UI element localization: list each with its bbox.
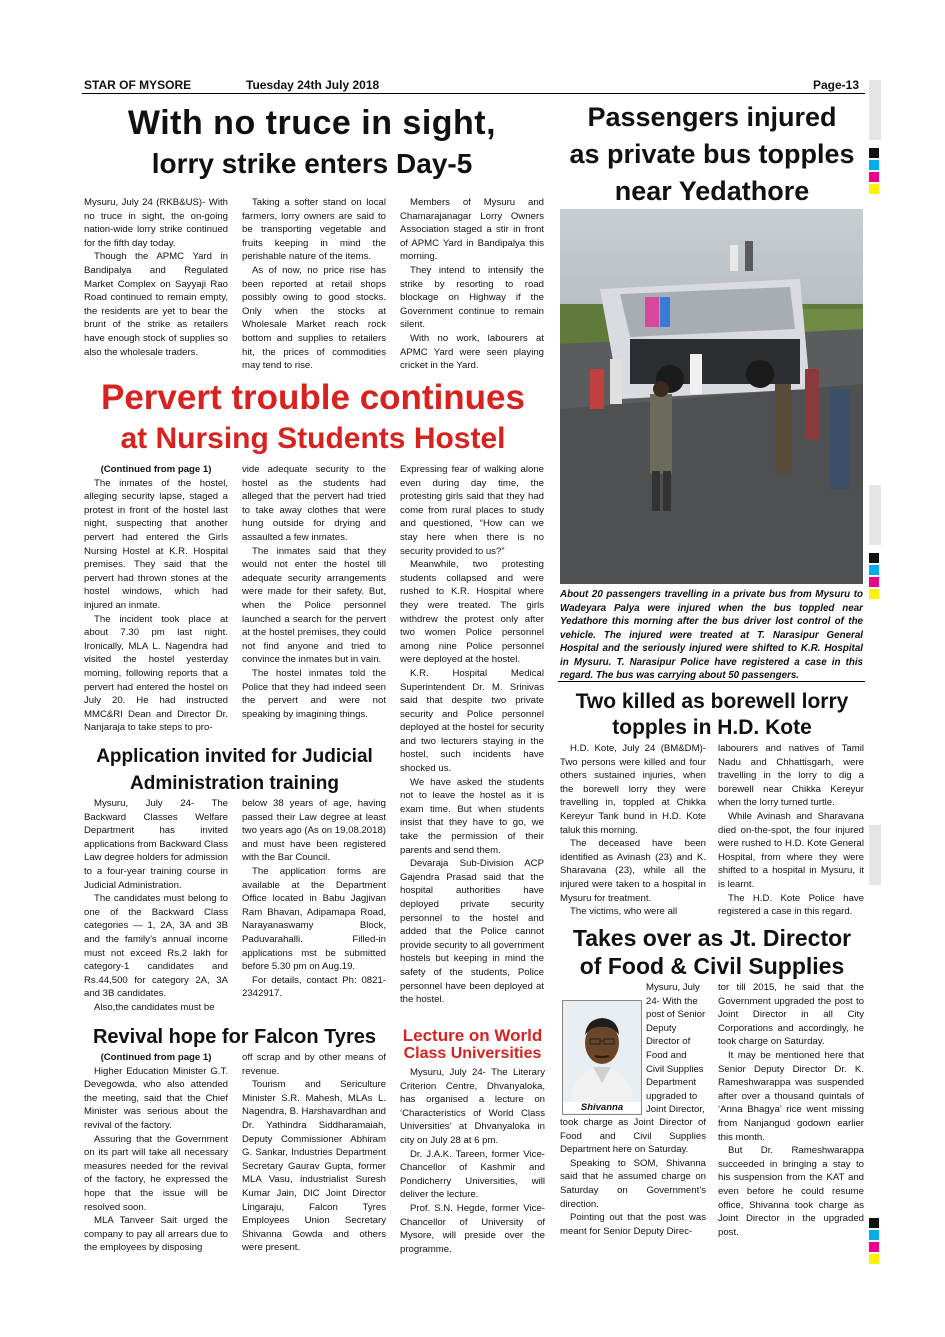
pervert-headline-line1: Pervert trouble continues: [101, 378, 525, 417]
registration-mark: [869, 565, 879, 575]
paragraph: Tourism and Sericulture Minister S.R. Mahesh, MLAs L. Nagendra, B. Harshavardhan and Dr. Yathindra Siddharamaiah, Deputy Commissioner Abhiram G. Sankar, Industries Department Secretary Gaurav Gupta, former MLA Vasu, industrialist Suresh Kumar Jain, DIC Joint Director Lingaraju, Falcon Tyres Employees Union Secretary Shivanna Gowda and others were present.: [242, 1079, 386, 1254]
paragraph: vide adequate security to the hostel as the students had alleged that the pervert had tried to take away clothes that were hung outside for drying and assaulted a few inmates.: [242, 464, 386, 543]
header-rule: [82, 93, 865, 94]
judicial-headline-line1: Application invited for Judicial: [96, 746, 373, 767]
paragraph: For details, contact Ph: 0821-2342917.: [242, 974, 386, 1000]
falcon-headline: Revival hope for Falcon Tyres: [92, 1026, 377, 1048]
director-headline-line1: Takes over as Jt. Director: [572, 925, 852, 951]
paragraph: It may be mentioned here that Senior Deputy Director Dr. K. Rameshwarappa was suspended after over a thousand quintals of ‘Anna Bhagya’ rice went missing from Nanjangud godown earlier this month.: [718, 1049, 864, 1143]
paragraph: took charge as Joint Director of Food and Civil Supplies Department here on Saturday.: [560, 1117, 706, 1156]
bus-headline-line1: Passengers injured: [587, 102, 837, 132]
paragraph: H.D. Kote, July 24 (BM&DM)- Two persons were killed and four others sustained injuries, when the borewell lorry they were travelling in, toppled at Chikka Kereyur Tank bund in H.D. Kote taluk this morning.: [560, 743, 706, 836]
paragraph: Mysuru, July 24- The Literary Criterion Centre, Dhvanyaloka, has organised a lecture on ‘Characteristics of World Class Universities’ at Dhvanyaloka in city on July 28 at 6 pm.: [400, 1067, 545, 1146]
paragraph: off scrap and by other means of revenue.: [242, 1052, 386, 1077]
paragraph: MLA Tanveer Sait urged the company to pay all arrears due to the employees by disposing: [84, 1215, 228, 1254]
paragraph: As of now, no price rise has been reported at retail shops possibly owing to good stocks. Only when the stocks at Wholesale Market reach rock bottom and supplies to retailers hit, the prices of commodities may tend to rise.: [242, 264, 386, 372]
paragraph: Mysuru, July 24- With the post of Senior Deputy Director of Food and Civil Supplies Department upgraded to Joint Director,: [646, 982, 706, 1116]
paragraph: They intend to intensify the strike by resorting to road blockage on Highway if the Government continue to remain silent.: [400, 264, 544, 331]
paragraph: The candidates must belong to one of the Backward Class categories — 1, 2A, 3A and 3B and the family’s annual income must not exceed Rs.2 lakh for category-1 candidates and Rs.44,500 for category 2A, 3A and 3B candidates.: [84, 893, 228, 1000]
registration-mark: [869, 1230, 879, 1240]
registration-bar-low: [869, 825, 881, 885]
lecture-headline-line1: Lecture on World: [402, 1026, 543, 1045]
registration-mark: [869, 148, 879, 158]
paragraph: With no work, labourers at APMC Yard were seen playing cricket in the Yard.: [400, 332, 544, 372]
paragraph: Meanwhile, two protesting students collapsed and were rushed to K.R. Hospital where they were treated. The girls withdrew the protest only after two women Police personnel among nine Police personnel were deployed at the hostel.: [400, 559, 544, 666]
paragraph: The hostel inmates told the Police that they had indeed seen the pervert and were not speaking by imagining things.: [242, 667, 386, 720]
paragraph: Mysuru, July 24 (RKB&US)- With no truce in sight, the on-going nation-wide lorry strike continued for the fifth day today.: [84, 197, 228, 249]
borewell-headline-line2: topples in H.D. Kote: [612, 716, 812, 739]
paragraph: We have asked the students not to leave the hostel as it is exam time. But when students insist that they have to go, we take the permission of their parents and send them.: [400, 776, 544, 856]
paragraph: Assuring that the Government on its part will take all necessary measures needed for the revival of the factory, he expressed the hope that the issue will be resolved soon.: [84, 1133, 228, 1213]
bus-headline-line2: as private bus topples: [569, 139, 855, 169]
paragraph: The victims, who were all: [570, 906, 678, 918]
borewell-column-1: [560, 742, 706, 924]
borewell-headline-line1: Two killed as borewell lorry: [575, 690, 849, 713]
paragraph: The incident took place at about 7.30 pm last night. Ironically, MLA L. Nagendra had visited the hostel yesterday morning, following reports that a pervert had entered the hostel on July 20. He had instructed MMC&RI Dean and Director Dr. Nanjaraja to take steps to pro-: [84, 613, 228, 734]
director-headline-line2: of Food & Civil Supplies: [579, 953, 845, 979]
divider: [558, 681, 865, 682]
paragraph: labourers and natives of Tamil Nadu and Chhattisgarh, were travelling in the lorry to dig a borewell near Chikka Kereyur when the lorry turned turtle.: [718, 743, 864, 809]
shivanna-portrait: [562, 1000, 642, 1115]
bus-accident-photo: [560, 209, 863, 584]
paragraph: Devaraja Sub-Division ACP Gajendra Prasad said that the hospital authorities have deployed private security personnel to the hostel and added that the Police cannot provide security to all government hostels but keeping in mind the safety of the students, Police personnel have been deployed at the hostel.: [400, 858, 544, 1006]
lorry-column-2: [242, 196, 386, 376]
paragraph: While Avinash and Sharavana died on-the-spot, the four injured were rushed to H.D. Kote General Hospital, from where they were shifted to a hospital in Mysuru, it is learnt.: [718, 810, 864, 890]
paragraph: Pointing out that the post was meant for Senior Deputy Direc-: [560, 1212, 706, 1237]
lorry-column-1: [84, 196, 228, 376]
pervert-column-3: [400, 463, 544, 1023]
paragraph: K.R. Hospital Medical Superintendent Dr. M. Srinivas said that despite two private security and Police personnel deployed at the hostel for security and two lecturers staying in the hostel, such incidents have shocked us.: [400, 667, 544, 775]
paragraph: below 38 years of age, having passed their Law degree at least two years ago (As on 19.08.2018) and must have been registered with the Bar Council.: [242, 798, 386, 864]
registration-mark: [869, 184, 879, 194]
judicial-column-1: [84, 797, 228, 1019]
paragraph: Expressing fear of walking alone even during day time, the protesting girls said that they had come from rural places to study and questioned, “How can we stay here when there is no security provided to us?”: [400, 464, 544, 557]
paragraph: tor till 2015, he said that the Government upgraded the post to Joint Director in all City Corporations and accordingly, he took charge on Saturday.: [718, 982, 864, 1048]
registration-mark: [869, 160, 879, 170]
portrait-caption: Shivanna: [563, 1102, 641, 1113]
issue-date: Tuesday 24th July 2018: [246, 78, 380, 92]
registration-mark: [869, 1242, 879, 1252]
director-wrap-text: [646, 981, 706, 1117]
bus-photo-caption: About 20 passengers travelling in a private bus from Mysuru to Wadeyara Palya were injured when the bus toppled near Yedathore this morning after the bus driver lost control of the vehicle. The injured were treated at T. Narasipur General Hospital and the seriously injured were shifted to K.R. Hospital in Mysuru. T. Narasipur Police have registered a case in this regard. The bus was carrying about 50 passengers.: [560, 589, 863, 681]
paragraph: Also,the candidates must be: [94, 1001, 215, 1013]
lorry-column-3: [400, 196, 544, 376]
pervert-column-2: [242, 463, 386, 743]
paragraph: Dr. J.A.K. Tareen, former Vice-Chancellor of Kashmir and Pondicherry Universities, will deliver the lecture.: [400, 1148, 545, 1201]
registration-mark: [869, 589, 879, 599]
paragraph: The inmates said that they would not enter the hostel till adequate security arrangements were made for their safety. But, when the Police personnel launched a search for the pervert at the hostel premises, they could not find anyone and tried to convince the inmates but in vain.: [242, 545, 386, 666]
registration-mark: [869, 553, 879, 563]
paragraph: But Dr. Rameshwarappa succeeded in bringing a stay to his suspension from the KAT and even before he could resume office, Shivanna took charge as Joint Director in the upgraded post.: [718, 1145, 864, 1238]
registration-mark: [869, 577, 879, 587]
registration-mark: [869, 1218, 879, 1228]
newspaper-name: STAR OF MYSORE: [84, 78, 192, 92]
director-column-1: [560, 1116, 706, 1266]
paragraph: Members of Mysuru and Chamarajanagar Lorry Owners Association staged a stir in front of APMC Yard in Bandipalya this morning.: [400, 197, 544, 263]
judicial-column-2: [242, 797, 386, 1019]
registration-mark: [869, 1254, 879, 1264]
registration-bar-top: [869, 80, 881, 140]
lorry-headline-line1: With no truce in sight,: [127, 104, 497, 142]
continued-note: (Continued from page 1): [100, 464, 212, 475]
judicial-headline-line2: Administration training: [130, 773, 339, 794]
paragraph: The H.D. Kote Police have registered a case in this regard.: [718, 892, 864, 918]
paragraph: Mysuru, July 24- The Backward Classes Welfare Department has invited applications from Backward Class Law degree holders for admission to a four-year training course in Judicial Administration.: [84, 798, 228, 891]
falcon-column-2: [242, 1051, 386, 1266]
page-number: Page-13: [813, 78, 860, 92]
falcon-column-1: [84, 1051, 228, 1266]
paragraph: The inmates of the hostel, alleging security lapse, staged a protest in front of the hostel last night, suspecting that another pervert had entered the Girls Nursing Hostel at K.R. Hospital premises. They said that the pervert had thrown stones at the hostel windows, which had injured an inmate.: [84, 477, 228, 611]
registration-mark: [869, 172, 879, 182]
director-column-2: [718, 981, 864, 1266]
paragraph: Taking a softer stand on local farmers, lorry owners are said to be transporting vegetable and fruits keeping in mind the perishable nature of the items.: [242, 197, 386, 263]
pervert-column-1: [84, 463, 228, 743]
continued-note: (Continued from page 1): [100, 1052, 212, 1063]
paragraph: Prof. S.N. Hegde, former Vice-Chancellor of University of Mysore, will preside over the programme.: [400, 1202, 545, 1255]
borewell-column-2: [718, 742, 864, 924]
registration-bar-mid: [869, 485, 881, 545]
paragraph: The application forms are available at the Department Office located in Babu Jagjivan Ram Bhavan, Adipamapa Road, Narayanaswamy Block, Paduvarahalli. Filled-in applications mst be submitted before 5.30 pm on Aug.19.: [242, 865, 386, 973]
paragraph: Speaking to SOM, Shivanna said that he assumed charge on Saturday on Government’s direction.: [560, 1157, 706, 1210]
paragraph: Higher Education Minister G.T. Devegowda, who also attended the meeting, said that the Chief Minister was serious about the revival of the factory.: [84, 1065, 228, 1131]
paragraph: Though the APMC Yard in Bandipalya and Regulated Market Complex on Sayyaji Rao Road continued to remain empty, the residents are yet to bear the brunt of the strike as retailers have enough stock of supplies so also the wholesale traders.: [84, 251, 228, 358]
pervert-headline-line2: at Nursing Students Hostel: [120, 422, 506, 455]
lecture-headline-line2: Class Universities: [403, 1045, 542, 1062]
bus-headline-line3: near Yedathore: [614, 176, 810, 206]
lecture-column: [400, 1066, 545, 1266]
paragraph: The deceased have been identified as Avinash (23) and K. Sharavana (23), while all the injured were taken to a hospital in Mysuru for treatment.: [560, 838, 706, 904]
lorry-headline-line2: lorry strike enters Day-5: [151, 148, 473, 179]
